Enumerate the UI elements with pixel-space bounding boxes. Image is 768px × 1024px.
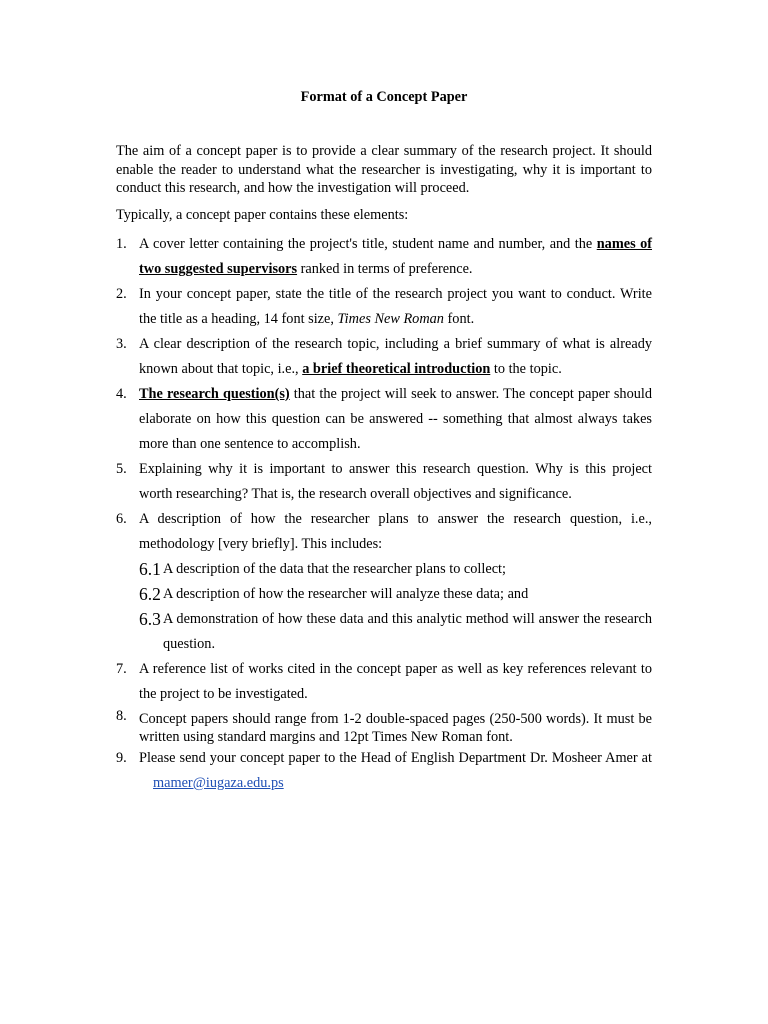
list-item-4	[116, 382, 652, 457]
list-item-3	[116, 332, 652, 382]
list-item-number: 1.	[116, 236, 127, 252]
list-item-7	[116, 657, 652, 707]
list-item-text: A description of how the researcher plans to answer the research question, i.e., methodology [very briefly]. This includes:	[139, 511, 652, 552]
list-item-number: 4.	[116, 386, 127, 402]
list-item-number: 7.	[116, 661, 127, 677]
list-item-2	[116, 282, 652, 332]
sub-item-6-3	[116, 607, 652, 657]
sub-item-6-2	[116, 582, 652, 607]
list-item-text: that the project will seek to answer. The concept paper should elaborate on how this question can be answered -- something that almost always takes more than one sentence to accomplish.	[139, 386, 652, 452]
document-title: Format of a Concept Paper	[300, 89, 468, 105]
list-item-text: font.	[443, 311, 475, 327]
email-link[interactable]: mamer@iugaza.edu.ps	[153, 775, 284, 791]
list-item-text: Explaining why it is important to answer this research question. Why is this project worth researching? That is, the research overall objectives and significance.	[139, 461, 652, 502]
elements-lead-in: Typically, a concept paper contains these elements:	[116, 207, 409, 223]
font-name-emphasis: Times New Roman	[337, 311, 444, 327]
list-item-6	[116, 507, 652, 557]
list-item-number: 2.	[116, 286, 127, 302]
sub-item-number: 6.2	[139, 584, 161, 604]
research-question-emphasis: The research question(s)	[139, 386, 290, 402]
list-item-text: Concept papers should range from 1-2 double-spaced pages (250-500 words). It must be written using standard margins and 12pt Times New Roman font.	[139, 711, 652, 745]
list-item-5	[116, 457, 652, 507]
list-item-number: 9.	[116, 750, 127, 766]
list-item-8	[116, 707, 652, 746]
list-item-number: 3.	[116, 336, 127, 352]
elements-list	[116, 232, 652, 796]
list-item-number: 6.	[116, 511, 127, 527]
list-item-text: A reference list of works cited in the concept paper as well as key references relevant to the project to be investigated.	[139, 661, 652, 702]
sub-item-text: A description of the data that the researcher plans to collect;	[163, 561, 506, 577]
list-item-text: to the topic.	[490, 361, 562, 377]
supervisors-emphasis: names of two suggested supervisors	[139, 236, 653, 277]
introduction-emphasis: a brief theoretical introduction	[302, 361, 491, 377]
list-item-text: In your concept paper, state the title of the research project you want to conduct. Write the title as a heading, 14 font size,	[139, 286, 652, 327]
list-item-text: A clear description of the research topic, including a brief summary of what is already known about that topic, i.e.,	[139, 336, 652, 377]
sub-item-number: 6.3	[139, 609, 161, 629]
list-item-number: 8.	[116, 708, 127, 724]
list-item-text: ranked in terms of preference.	[297, 261, 473, 277]
sub-item-text: A demonstration of how these data and this analytic method will answer the research question.	[163, 611, 652, 652]
list-item-text: Please send your concept paper to the Head of English Department Dr. Mosheer Amer at	[139, 750, 652, 766]
sub-item-number: 6.1	[139, 559, 161, 579]
list-item-9	[116, 746, 652, 796]
list-item-text: A cover letter containing the project's title, student name and number, and the	[139, 236, 597, 252]
sub-item-6-1	[116, 557, 652, 582]
intro-paragraph: The aim of a concept paper is to provide a clear summary of the research project. It should enable the reader to understand what the researcher is investigating, why it is important to conduct this research, and how the investigation will proceed.	[116, 143, 652, 196]
sub-item-text: A description of how the researcher will analyze these data; and	[163, 586, 529, 602]
list-item-number: 5.	[116, 461, 127, 477]
list-item-1	[116, 232, 652, 282]
